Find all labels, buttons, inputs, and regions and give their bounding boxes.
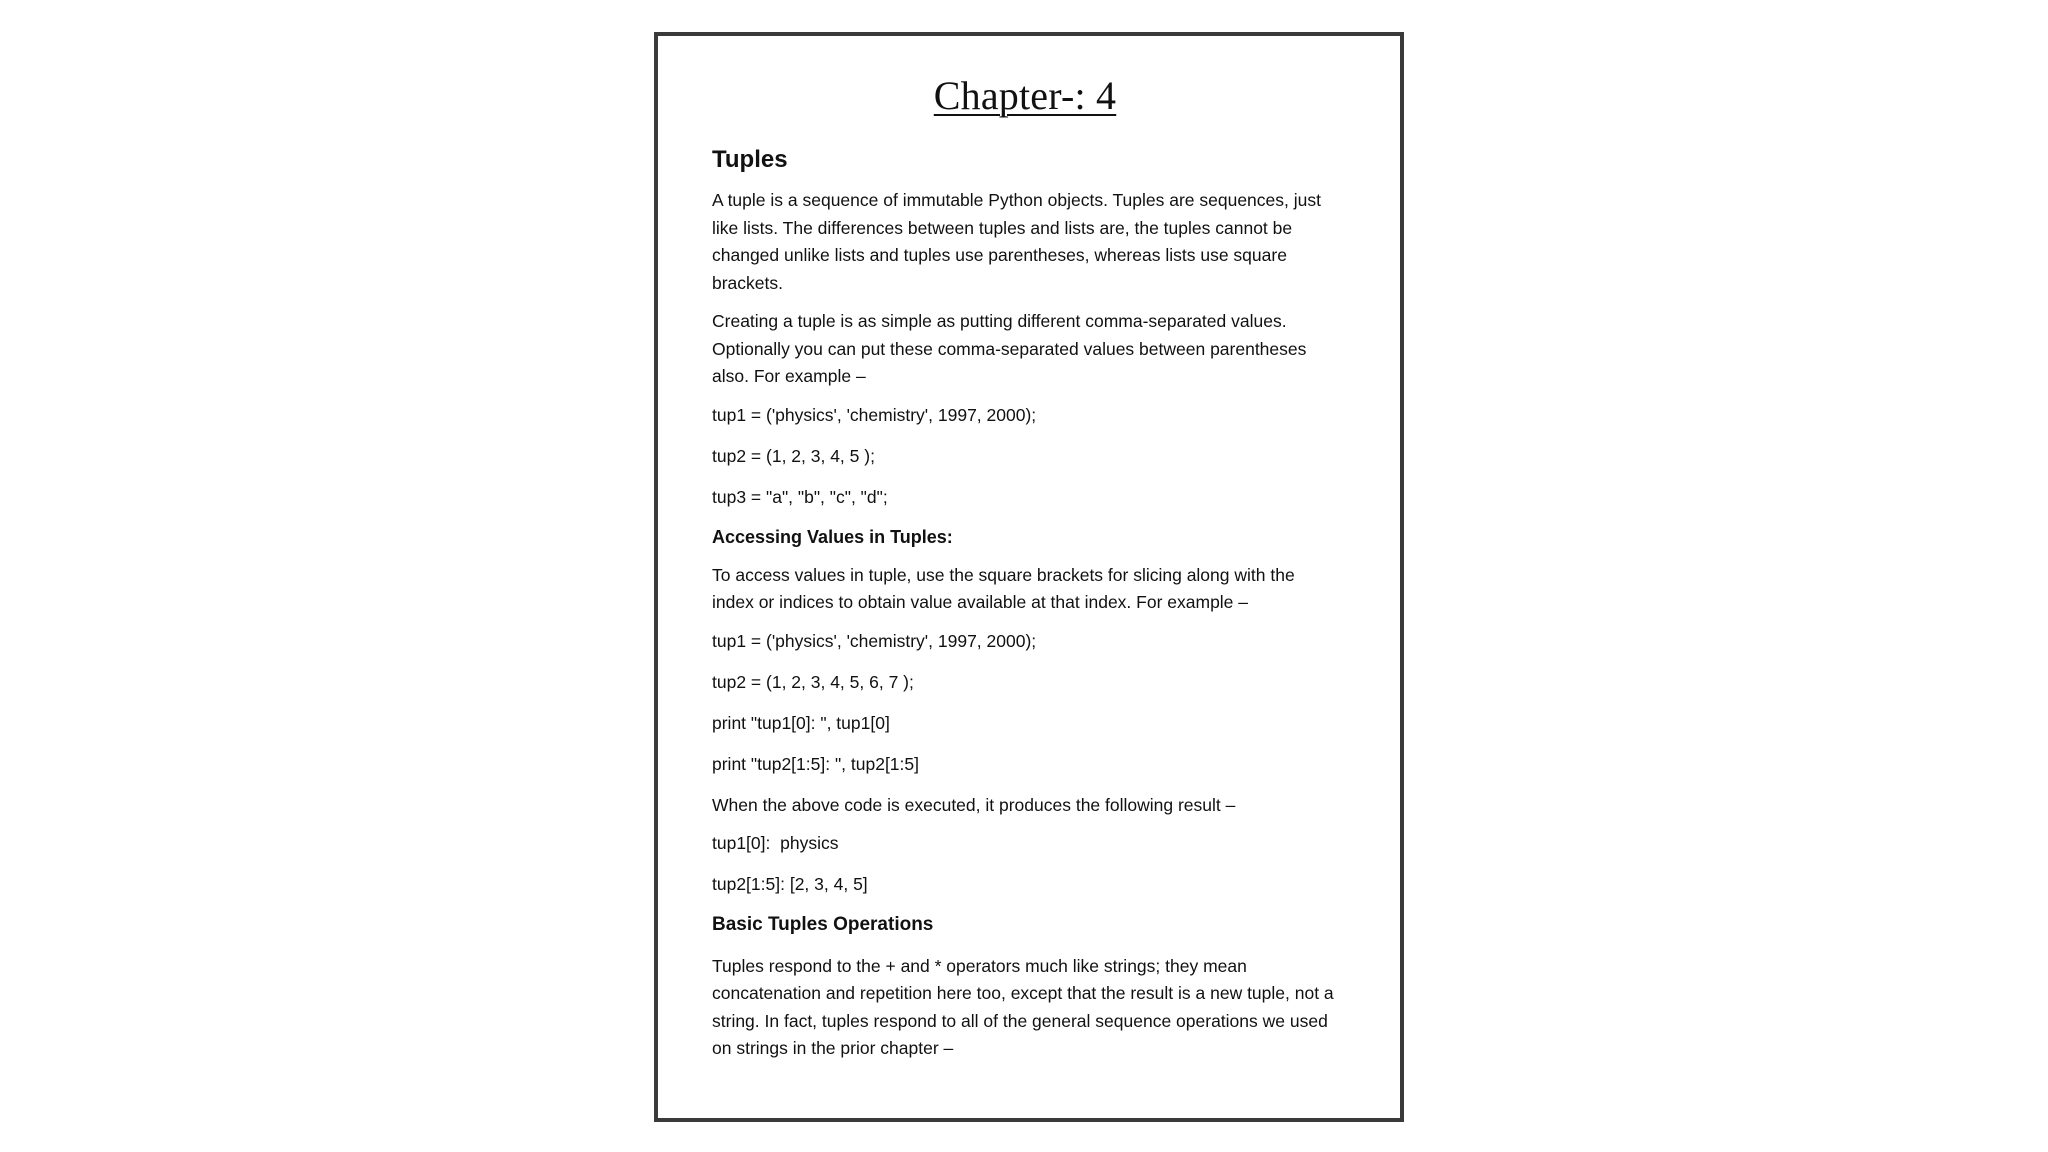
page-content bbox=[712, 72, 1338, 1074]
access-code-tup2: tup2 = (1, 2, 3, 4, 5, 6, 7 ); bbox=[712, 671, 914, 692]
operations-paragraph: Tuples respond to the + and * operators much like strings; they mean concatenation and repetition here too, except that the result is a new tuple, not a string. In fact, tuples respond to all of the general sequence operations we used on strings in the prior chapter – bbox=[712, 955, 1334, 1059]
access-code-print-1: print "tup1[0]: ", tup1[0] bbox=[712, 712, 890, 733]
result-line-2: tup2[1:5]: [2, 3, 4, 5] bbox=[712, 874, 868, 895]
document-page bbox=[654, 32, 1404, 1122]
accessing-paragraph: To access values in tuple, use the square brackets for slicing along with the index or indices to obtain value available at that index. For example – bbox=[712, 564, 1295, 613]
result-intro: When the above code is executed, it produces the following result – bbox=[712, 794, 1236, 815]
chapter-title: Chapter-: 4 bbox=[933, 73, 1117, 118]
code-line-tup1: tup1 = ('physics', 'chemistry', 1997, 2000); bbox=[712, 404, 1037, 425]
result-line-1: tup1[0]: physics bbox=[712, 833, 839, 854]
section-title-tuples: Tuples bbox=[712, 146, 788, 173]
heading-accessing-values: Accessing Values in Tuples: bbox=[712, 526, 953, 547]
intro-paragraph-2: Creating a tuple is as simple as putting different comma-separated values. Optionally you can put these comma-separated values between parentheses also. For example – bbox=[712, 311, 1307, 387]
code-line-tup2: tup2 = (1, 2, 3, 4, 5 ); bbox=[712, 445, 875, 466]
code-line-tup3: tup3 = "a", "b", "c", "d"; bbox=[712, 486, 888, 507]
access-code-tup1: tup1 = ('physics', 'chemistry', 1997, 2000); bbox=[712, 630, 1037, 651]
access-code-print-2: print "tup2[1:5]: ", tup2[1:5] bbox=[712, 753, 920, 774]
intro-paragraph-1: A tuple is a sequence of immutable Python objects. Tuples are sequences, just like lists. The differences between tuples and lists are, the tuples cannot be changed unlike lists and tuples use parentheses, whereas lists use square brackets. bbox=[712, 190, 1321, 293]
heading-basic-operations: Basic Tuples Operations bbox=[712, 914, 934, 936]
